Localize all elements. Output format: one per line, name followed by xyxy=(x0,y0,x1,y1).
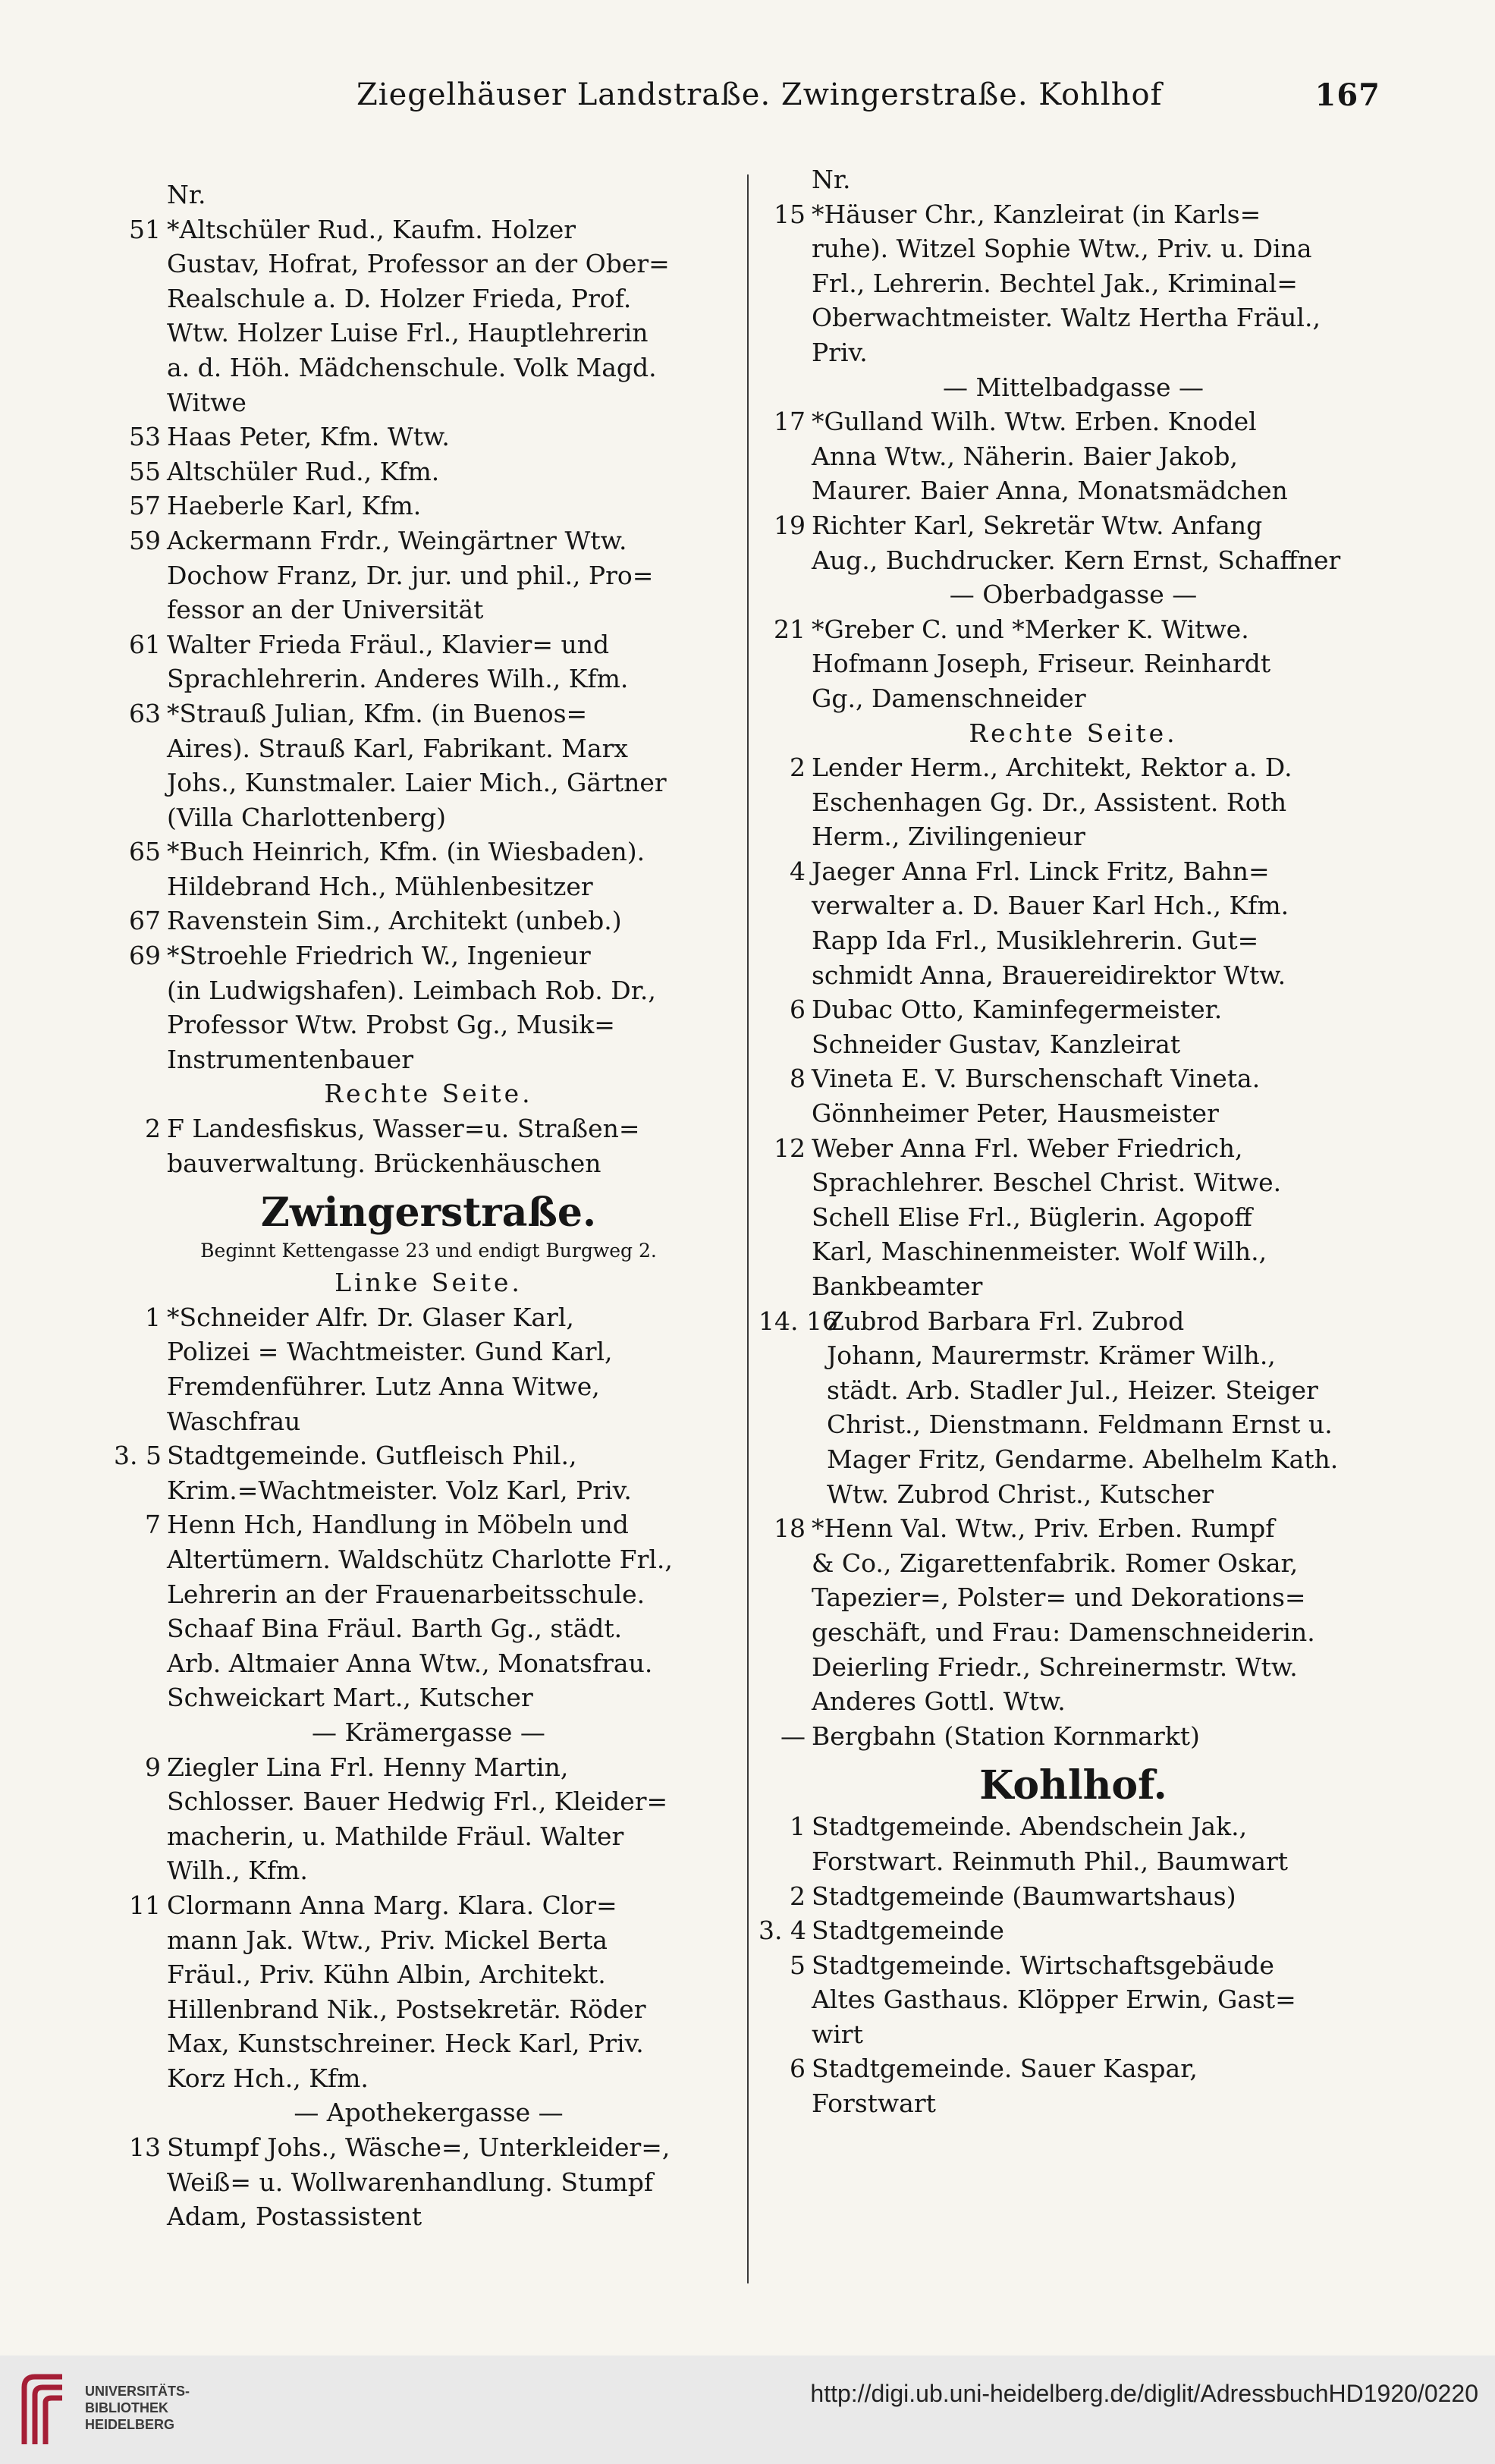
entry-text: a. d. Höh. Mädchenschule. Volk Magd. xyxy=(167,352,657,382)
address-entry-continuation xyxy=(114,765,743,800)
address-entry xyxy=(758,750,1388,785)
address-entry-continuation xyxy=(758,2017,1388,2052)
cross-street-marker: — Mittelbadgasse — xyxy=(942,372,1204,402)
entry-text: *Strauß Julian, Kfm. (in Buenos= xyxy=(167,698,588,728)
address-entry-continuation xyxy=(114,316,743,350)
address-entry-continuation xyxy=(114,558,743,593)
house-number: 57 xyxy=(129,491,161,521)
address-entry-continuation xyxy=(114,1404,743,1439)
house-number: 63 xyxy=(129,698,161,728)
house-number: 1 xyxy=(145,1302,161,1332)
entry-text: Vineta E. V. Burschenschaft Vineta. xyxy=(812,1064,1261,1094)
permalink-url[interactable]: http://digi.ub.uni-heidelberg.de/diglit/AdressbuchHD1920/0220 xyxy=(810,2380,1478,2407)
address-entry-continuation xyxy=(114,281,743,316)
address-entry xyxy=(114,904,743,938)
entry-text: mann Jak. Wtw., Priv. Mickel Berta xyxy=(167,1925,608,1955)
address-entry-continuation xyxy=(114,1923,743,1958)
address-entry xyxy=(114,420,743,454)
address-entry xyxy=(758,2051,1388,2086)
address-entry xyxy=(758,612,1388,647)
address-entry xyxy=(114,627,743,662)
address-entry-continuation xyxy=(114,2165,743,2200)
address-entry-continuation xyxy=(114,2026,743,2061)
address-entry-continuation xyxy=(114,1334,743,1369)
entry-text: Altschüler Rud., Kfm. xyxy=(167,456,440,486)
entry-text: (in Ludwigshafen). Leimbach Rob. Dr., xyxy=(167,975,656,1005)
entry-text: Krim.=Wachtmeister. Volz Karl, Priv. xyxy=(167,1475,632,1505)
entry-text: *Gulland Wilh. Wtw. Erben. Knodel xyxy=(812,407,1257,437)
entry-text: Realschule a. D. Holzer Frieda, Prof. xyxy=(167,283,632,313)
entry-text: bauverwaltung. Brückenhäuschen xyxy=(167,1148,601,1178)
entry-text: Korz Hch., Kfm. xyxy=(167,2063,369,2093)
street-heading: Zwingerstraße. xyxy=(260,1190,597,1237)
house-number: 2 xyxy=(145,1114,161,1144)
entry-text: Dubac Otto, Kaminfegermeister. xyxy=(812,995,1223,1025)
entry-text: macherin, u. Mathilde Fräul. Walter xyxy=(167,1821,624,1851)
address-entry xyxy=(758,1719,1388,1754)
address-entry xyxy=(114,2130,743,2165)
entry-text: Sprachlehrerin. Anderes Wilh., Kfm. xyxy=(167,664,629,694)
house-number: 6 xyxy=(790,2054,806,2084)
entry-text: Max, Kunstschreiner. Heck Karl, Priv. xyxy=(167,2029,644,2059)
address-entry-continuation xyxy=(758,231,1388,266)
entry-text: Stadtgemeinde xyxy=(812,1916,1004,1946)
entry-text: Ziegler Lina Frl. Henny Martin, xyxy=(167,1752,569,1782)
house-number: 3. 5 xyxy=(114,1441,162,1471)
address-entry xyxy=(758,1061,1388,1096)
entry-text: ruhe). Witzel Sophie Wtw., Priv. u. Dina xyxy=(812,234,1312,264)
address-entry-continuation xyxy=(758,1407,1388,1442)
address-entry-continuation xyxy=(114,1369,743,1404)
entry-text: Schlosser. Bauer Hedwig Frl., Kleider= xyxy=(167,1787,668,1817)
address-entry-continuation xyxy=(758,1615,1388,1650)
address-entry xyxy=(114,454,743,489)
right-column xyxy=(758,162,1388,2121)
house-number: 12 xyxy=(774,1133,806,1163)
left-column xyxy=(114,178,743,2234)
entry-text: Wtw. Zubrod Christ., Kutscher xyxy=(827,1479,1214,1509)
entry-text: Adam, Postassistent xyxy=(167,2202,422,2232)
entry-text: Schneider Gustav, Kanzleirat xyxy=(812,1029,1181,1059)
address-entry-continuation xyxy=(114,2061,743,2096)
entry-text: geschäft, und Frau: Damenschneiderin. xyxy=(812,1617,1315,1647)
address-entry xyxy=(758,1131,1388,1166)
entry-text: Herm., Zivilingenieur xyxy=(812,822,1085,852)
entry-text: Gönnheimer Peter, Hausmeister xyxy=(812,1098,1219,1129)
page-number: 167 xyxy=(1314,77,1380,113)
entry-text: Stadtgemeinde. Abendschein Jak., xyxy=(812,1812,1248,1842)
address-entry xyxy=(758,1511,1388,1546)
entry-text: Stumpf Johs., Wäsche=, Unterkleider=, xyxy=(167,2132,671,2163)
cross-street-marker: — Oberbadgasse — xyxy=(949,580,1198,610)
street-description: Beginnt Kettengasse 23 und endigt Burgweg 2. xyxy=(200,1240,657,1262)
house-number: 18 xyxy=(774,1513,806,1544)
entry-text: Tapezier=, Polster= und Dekorations= xyxy=(812,1582,1306,1613)
entry-text: Schaaf Bina Fräul. Barth Gg., städt. xyxy=(167,1614,623,1644)
address-entry-continuation xyxy=(758,1580,1388,1615)
address-entry xyxy=(758,1809,1388,1844)
address-entry-continuation xyxy=(114,592,743,627)
entry-text: fessor an der Universität xyxy=(167,595,484,625)
entry-text: Johann, Maurermstr. Krämer Wilh., xyxy=(827,1340,1276,1371)
house-number: 61 xyxy=(129,629,161,659)
running-head xyxy=(356,77,1380,112)
address-entry xyxy=(758,1948,1388,1983)
entry-text: Altertümern. Waldschütz Charlotte Frl., xyxy=(167,1544,673,1574)
entry-text: wirt xyxy=(812,2019,863,2049)
house-number: 19 xyxy=(774,510,806,540)
address-entry-continuation xyxy=(758,646,1388,681)
entry-text: *Stroehle Friedrich W., Ingenieur xyxy=(167,941,591,971)
entry-text: Christ., Dienstmann. Feldmann Ernst u. xyxy=(827,1410,1333,1440)
address-entry-continuation xyxy=(114,1957,743,1992)
house-number: 2 xyxy=(790,1881,806,1911)
address-entry xyxy=(758,197,1388,232)
address-entry-continuation xyxy=(758,335,1388,370)
university-library-logo-icon xyxy=(17,2372,70,2448)
address-entry-continuation xyxy=(758,785,1388,820)
entry-text: Jaeger Anna Frl. Linck Fritz, Bahn= xyxy=(812,856,1270,886)
entry-text: F Landesfiskus, Wasser=u. Straßen= xyxy=(167,1114,640,1144)
house-number: 8 xyxy=(790,1064,806,1094)
address-entry-continuation xyxy=(758,1373,1388,1408)
house-number: 59 xyxy=(129,525,161,555)
address-entry-continuation xyxy=(758,1650,1388,1685)
library-name: UNIVERSITÄTS- BIBLIOTHEK HEIDELBERG xyxy=(85,2384,190,2432)
entry-text: Clormann Anna Marg. Klara. Clor= xyxy=(167,1890,617,1920)
entry-text: Lender Herm., Architekt, Rektor a. D. xyxy=(812,753,1292,783)
entry-text: Aires). Strauß Karl, Fabrikant. Marx xyxy=(167,733,629,763)
address-entry-continuation xyxy=(758,819,1388,854)
entry-text: Gustav, Hofrat, Professor an der Ober= xyxy=(167,249,670,279)
address-entry-continuation xyxy=(758,2086,1388,2121)
entry-text: & Co., Zigarettenfabrik. Romer Oskar, xyxy=(812,1548,1299,1578)
address-entry-continuation xyxy=(114,1784,743,1819)
address-entry xyxy=(758,1304,1388,1339)
address-entry-continuation xyxy=(758,1027,1388,1062)
address-entry-continuation xyxy=(114,662,743,696)
address-entry-continuation xyxy=(758,473,1388,508)
entry-text: Johs., Kunstmaler. Laier Mich., Gärtner xyxy=(167,768,667,798)
house-number: 17 xyxy=(774,407,806,437)
address-entry-continuation xyxy=(114,1007,743,1042)
house-number: 69 xyxy=(129,941,161,971)
address-entry-continuation xyxy=(758,1234,1388,1269)
address-entry-continuation xyxy=(114,1146,743,1181)
address-entry xyxy=(758,404,1388,439)
house-number: 2 xyxy=(790,753,806,783)
entry-text: Hillenbrand Nik., Postsekretär. Röder xyxy=(167,1994,646,2024)
entry-text: Weber Anna Frl. Weber Friedrich, xyxy=(812,1133,1243,1163)
house-number: 5 xyxy=(790,1950,806,1980)
address-entry-continuation xyxy=(758,681,1388,716)
house-number: 55 xyxy=(129,456,161,486)
house-number: 15 xyxy=(774,199,806,229)
address-entry xyxy=(114,1111,743,1146)
address-entry-continuation xyxy=(758,1096,1388,1131)
number-column-header: Nr. xyxy=(167,180,206,209)
address-entry xyxy=(758,508,1388,543)
entry-text: Stadtgemeinde (Baumwartshaus) xyxy=(812,1881,1236,1911)
entry-text: Hofmann Joseph, Friseur. Reinhardt xyxy=(812,649,1271,679)
address-entry xyxy=(114,1888,743,1923)
house-number: 65 xyxy=(129,837,161,867)
entry-text: Zubrod Barbara Frl. Zubrod xyxy=(827,1306,1185,1336)
address-entry-continuation xyxy=(114,1680,743,1715)
address-entry-continuation xyxy=(758,1477,1388,1512)
entry-text: Professor Wtw. Probst Gg., Musik= xyxy=(167,1010,615,1040)
entry-text: Forstwart. Reinmuth Phil., Baumwart xyxy=(812,1846,1289,1876)
entry-text: Haeberle Karl, Kfm. xyxy=(167,491,422,521)
entry-text: Witwe xyxy=(167,387,247,417)
entry-text: Henn Hch, Handlung in Möbeln und xyxy=(167,1510,629,1540)
entry-text: Bankbeamter xyxy=(812,1271,983,1301)
house-number: 67 xyxy=(129,906,161,936)
address-entry-continuation xyxy=(758,543,1388,578)
house-number: 9 xyxy=(145,1752,161,1782)
entry-text: Deierling Friedr., Schreinermstr. Wtw. xyxy=(812,1652,1298,1682)
address-entry-continuation xyxy=(758,300,1388,335)
house-number: 13 xyxy=(129,2132,161,2163)
house-number: 1 xyxy=(790,1812,806,1842)
entry-text: *Schneider Alfr. Dr. Glaser Karl, xyxy=(167,1302,574,1332)
address-entry-continuation xyxy=(758,1200,1388,1235)
address-entry-continuation xyxy=(758,1684,1388,1719)
entry-text: Stadtgemeinde. Wirtschaftsgebäude xyxy=(812,1950,1274,1980)
address-entry-continuation xyxy=(114,247,743,281)
number-column-header: Nr. xyxy=(812,165,851,194)
house-number: 51 xyxy=(129,214,161,244)
entry-text: *Buch Heinrich, Kfm. (in Wiesbaden). xyxy=(167,837,645,867)
entry-text: Rapp Ida Frl., Musiklehrerin. Gut= xyxy=(812,926,1259,956)
address-entry-continuation xyxy=(114,731,743,766)
address-entry xyxy=(114,1750,743,1785)
entry-text: Haas Peter, Kfm. Wtw. xyxy=(167,422,450,452)
entry-text: Wilh., Kfm. xyxy=(167,1856,308,1886)
entry-text: Forstwart xyxy=(812,2088,936,2119)
entry-text: Mager Fritz, Gendarme. Abelhelm Kath. xyxy=(827,1444,1339,1474)
address-entry-continuation xyxy=(758,1546,1388,1581)
address-entry-continuation xyxy=(758,1269,1388,1304)
house-number: 14. 16 xyxy=(758,1306,838,1336)
entry-text: Priv. xyxy=(812,337,868,367)
side-heading: Rechte Seite. xyxy=(324,1079,533,1109)
entry-text: *Häuser Chr., Kanzleirat (in Karls= xyxy=(812,199,1261,229)
address-entry-continuation xyxy=(114,1611,743,1646)
address-entry xyxy=(758,1879,1388,1914)
address-entry-continuation xyxy=(114,1646,743,1681)
house-number: 7 xyxy=(145,1510,161,1540)
address-entry-continuation xyxy=(758,1982,1388,2017)
entry-text: Anderes Gottl. Wtw. xyxy=(812,1686,1066,1717)
entry-text: Hildebrand Hch., Mühlenbesitzer xyxy=(167,871,593,901)
cross-street-marker: — Krämergasse — xyxy=(312,1717,545,1747)
entry-text: Sprachlehrer. Beschel Christ. Witwe. xyxy=(812,1168,1282,1198)
address-entry-continuation xyxy=(114,1042,743,1077)
entry-text: Maurer. Baier Anna, Monatsmädchen xyxy=(812,476,1288,506)
address-entry xyxy=(758,1913,1388,1948)
entry-text: Eschenhagen Gg. Dr., Assistent. Roth xyxy=(812,787,1287,817)
address-entry-continuation xyxy=(114,385,743,420)
address-entry xyxy=(114,212,743,247)
entry-text: Fremdenführer. Lutz Anna Witwe, xyxy=(167,1372,600,1401)
address-entry xyxy=(758,992,1388,1027)
entry-text: Fräul., Priv. Kühn Albin, Architekt. xyxy=(167,1960,606,1990)
address-entry xyxy=(114,489,743,523)
entry-text: Bergbahn (Station Kornmarkt) xyxy=(812,1721,1200,1751)
address-entry-continuation xyxy=(114,1819,743,1854)
address-entry-continuation xyxy=(114,973,743,1008)
entry-text: Altes Gasthaus. Klöpper Erwin, Gast= xyxy=(812,1985,1296,2015)
address-entry-continuation xyxy=(114,1992,743,2027)
entry-text: Arb. Altmaier Anna Wtw., Monatsfrau. xyxy=(167,1648,653,1678)
entry-text: Ravenstein Sim., Architekt (unbeb.) xyxy=(167,906,622,936)
address-entry xyxy=(114,1300,743,1335)
address-entry-continuation xyxy=(114,2199,743,2234)
side-heading: Rechte Seite. xyxy=(969,718,1178,748)
entry-text: Anna Wtw., Näherin. Baier Jakob, xyxy=(812,441,1239,471)
address-entry-continuation xyxy=(758,439,1388,474)
running-title: Ziegelhäuser Landstraße. Zwingerstraße. Kohlhof xyxy=(356,77,1163,112)
entry-text: Schweickart Mart., Kutscher xyxy=(167,1683,533,1713)
side-heading: Linke Seite. xyxy=(334,1268,523,1298)
address-entry-continuation xyxy=(114,869,743,904)
entry-text: (Villa Charlottenberg) xyxy=(167,802,447,832)
entry-text: Weiß= u. Wollwarenhandlung. Stumpf xyxy=(167,2167,654,2197)
entry-text: Dochow Franz, Dr. jur. und phil., Pro= xyxy=(167,560,654,590)
entry-text: Karl, Maschinenmeister. Wolf Wilh., xyxy=(812,1237,1267,1267)
address-entry xyxy=(758,854,1388,889)
footer-bar xyxy=(0,2356,1495,2464)
entry-text: Richter Karl, Sekretär Wtw. Anfang xyxy=(812,510,1263,540)
entry-text: Stadtgemeinde. Gutfleisch Phil., xyxy=(167,1441,577,1471)
entry-text: Walter Frieda Fräul., Klavier= und xyxy=(167,629,610,659)
entry-text: Polizei = Wachtmeister. Gund Karl, xyxy=(167,1337,613,1367)
house-number: 11 xyxy=(129,1890,161,1920)
address-entry-continuation xyxy=(758,958,1388,993)
address-entry xyxy=(114,1438,743,1473)
entry-text: *Greber C. und *Merker K. Witwe. xyxy=(812,614,1249,644)
address-entry-continuation xyxy=(758,1442,1388,1477)
entry-text: Schell Elise Frl., Büglerin. Agopoff xyxy=(812,1202,1252,1232)
house-number: 53 xyxy=(129,422,161,452)
address-entry xyxy=(114,834,743,869)
address-entry-continuation xyxy=(758,923,1388,958)
entry-text: Stadtgemeinde. Sauer Kaspar, xyxy=(812,2054,1198,2084)
entry-text: Wtw. Holzer Luise Frl., Hauptlehrerin xyxy=(167,318,649,348)
column-divider xyxy=(747,174,749,2283)
entry-text: Frl., Lehrerin. Bechtel Jak., Kriminal= xyxy=(812,268,1298,298)
house-number: 4 xyxy=(790,856,806,886)
entry-text: Oberwachtmeister. Waltz Hertha Fräul., xyxy=(812,303,1321,333)
entry-text: Instrumentenbauer xyxy=(167,1044,413,1074)
cross-street-marker: — Apothekergasse — xyxy=(294,2098,564,2128)
address-entry-continuation xyxy=(758,1844,1388,1879)
entry-text: Waschfrau xyxy=(167,1406,301,1436)
entry-text: *Altschüler Rud., Kaufm. Holzer xyxy=(167,214,576,244)
house-number: 3. 4 xyxy=(758,1916,806,1946)
street-heading: Kohlhof. xyxy=(979,1762,1167,1809)
house-number: 21 xyxy=(774,614,806,644)
address-entry-continuation xyxy=(114,1853,743,1888)
house-number: 6 xyxy=(790,995,806,1025)
address-entry-continuation xyxy=(758,1338,1388,1373)
entry-text: verwalter a. D. Bauer Karl Hch., Kfm. xyxy=(812,891,1289,921)
address-entry-continuation xyxy=(114,1542,743,1577)
address-entry xyxy=(114,1507,743,1542)
address-entry-continuation xyxy=(114,800,743,835)
address-entry-continuation xyxy=(114,1473,743,1508)
address-entry xyxy=(114,938,743,973)
entry-text: schmidt Anna, Brauereidirektor Wtw. xyxy=(812,960,1286,990)
entry-text: städt. Arb. Stadler Jul., Heizer. Steiger xyxy=(827,1375,1318,1405)
address-entry xyxy=(114,523,743,558)
address-entry xyxy=(114,696,743,731)
entry-text: Lehrerin an der Frauenarbeitsschule. xyxy=(167,1579,645,1609)
address-entry-continuation xyxy=(114,350,743,385)
entry-text: Aug., Buchdrucker. Kern Ernst, Schaffner xyxy=(812,545,1341,575)
address-entry-continuation xyxy=(114,1577,743,1612)
address-entry-continuation xyxy=(758,888,1388,923)
entry-text: Ackermann Frdr., Weingärtner Wtw. xyxy=(167,525,627,555)
entry-text: Gg., Damenschneider xyxy=(812,683,1086,713)
house-number: — xyxy=(780,1721,806,1751)
entry-text: *Henn Val. Wtw., Priv. Erben. Rumpf xyxy=(812,1513,1275,1544)
address-entry-continuation xyxy=(758,1165,1388,1200)
address-entry-continuation xyxy=(758,266,1388,301)
